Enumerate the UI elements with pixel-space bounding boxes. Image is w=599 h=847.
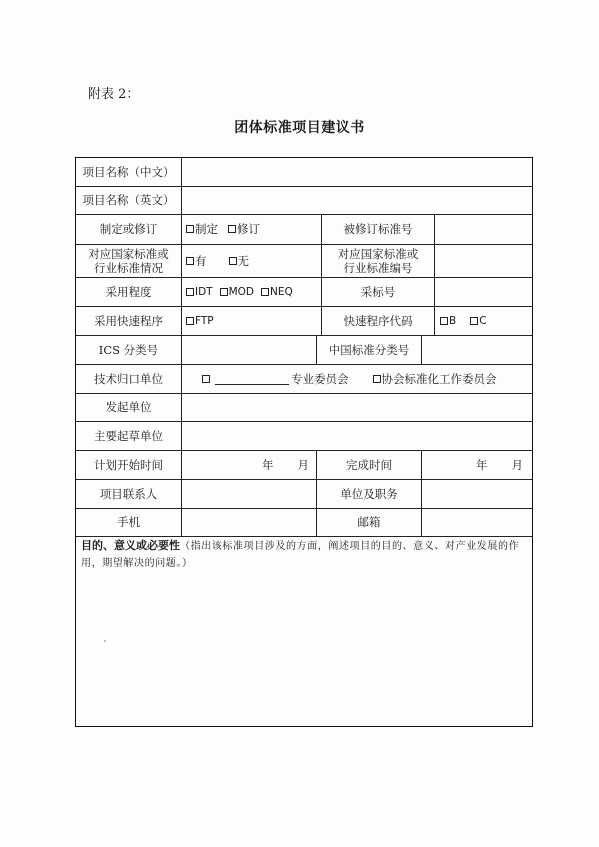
main-drafter-field[interactable] <box>182 421 532 450</box>
label-main-drafter: 主要起草单位 <box>94 428 163 443</box>
procedure-code-options <box>440 306 532 335</box>
label-corr-std <box>76 244 181 277</box>
label-adoption-degree: 采用程度 <box>105 284 152 299</box>
no-label: 无 <box>237 253 249 268</box>
scan-speck <box>104 640 106 642</box>
yes-label: 有 <box>195 253 207 268</box>
neq-checkbox[interactable] <box>261 286 293 298</box>
unit-position-field[interactable] <box>422 479 532 508</box>
mod-checkbox[interactable] <box>220 286 254 298</box>
plan-start-date[interactable] <box>262 450 316 479</box>
adoption-options <box>186 277 321 306</box>
make-or-revise-options <box>186 214 321 244</box>
corr-std-line2: 行业标准情况 <box>94 260 163 275</box>
revise-checkbox[interactable] <box>228 221 260 237</box>
row-line <box>76 536 532 537</box>
label-finish-time: 完成时间 <box>346 457 392 472</box>
revise-label: 修订 <box>237 222 260 236</box>
ics-no-field[interactable] <box>182 335 316 364</box>
neq-label: NEQ <box>270 285 293 298</box>
ftp-label: FTP <box>195 314 214 327</box>
proposal-form-table <box>75 157 533 727</box>
purpose-hint: （指出该标准项目涉及的方面，阐述项目的目的、意义、对产业发展的作用，期望解决的问题。） <box>81 541 520 569</box>
label-email: 邮箱 <box>357 515 381 529</box>
adopted-std-no-field[interactable] <box>435 277 532 306</box>
special-committee-label: 专业委员会 <box>291 371 349 386</box>
tech-unit-options <box>202 364 532 393</box>
special-committee-checkbox[interactable] <box>202 375 211 383</box>
make-label: 制定 <box>195 222 218 236</box>
label-revised-std-no: 被修订标准号 <box>343 222 413 236</box>
b-checkbox[interactable] <box>440 315 456 327</box>
label-tech-unit: 技术归口单位 <box>94 371 163 386</box>
phone-field[interactable] <box>182 508 316 536</box>
month-label: 月 <box>297 457 309 472</box>
label-fast-procedure: 采用快速程序 <box>94 313 163 328</box>
label-ccs-no: 中国标准分类号 <box>328 342 410 357</box>
name-cn-field[interactable] <box>182 158 532 186</box>
b-label: B <box>449 314 457 327</box>
corr-std-line1: 对应国家标准或 <box>88 246 169 261</box>
checkbox-icon <box>470 317 478 325</box>
attachment-label: 附表 2： <box>88 87 140 102</box>
label-ics-no: ICS 分类号 <box>98 342 159 357</box>
assoc-committee-label: 协会标准化工作委员会 <box>381 371 497 386</box>
checkbox-icon <box>186 257 194 265</box>
purpose-section[interactable] <box>81 538 529 572</box>
no-checkbox[interactable] <box>229 253 250 269</box>
label-name-cn: 项目名称（中文） <box>82 165 175 179</box>
name-en-field[interactable] <box>182 186 532 214</box>
checkbox-icon <box>261 288 269 296</box>
year-label: 年 <box>476 457 488 472</box>
label-plan-start: 计划开始时间 <box>94 457 163 472</box>
corr-std-options <box>186 244 321 277</box>
label-adopted-std-no: 采标号 <box>360 284 396 299</box>
label-unit-position: 单位及职务 <box>340 486 398 501</box>
label-name-en: 项目名称（英文） <box>82 193 175 207</box>
idt-label: IDT <box>195 285 213 298</box>
checkbox-icon <box>228 225 236 233</box>
label-fast-procedure-code: 快速程序代码 <box>343 313 413 328</box>
idt-checkbox[interactable] <box>186 286 213 298</box>
label-phone: 手机 <box>117 515 140 529</box>
contact-field[interactable] <box>182 479 316 508</box>
label-contact: 项目联系人 <box>99 486 158 501</box>
checkbox-icon <box>229 257 237 265</box>
checkbox-icon <box>186 288 194 296</box>
corr-std-no-field[interactable] <box>435 244 532 277</box>
mod-label: MOD <box>228 285 255 298</box>
checkbox-icon <box>220 288 228 296</box>
checkbox-icon <box>373 375 381 383</box>
committee-name-blank[interactable] <box>215 373 289 385</box>
ccs-no-field[interactable] <box>422 335 532 364</box>
yes-checkbox[interactable] <box>186 253 207 269</box>
label-make-or-revise: 制定或修订 <box>99 222 158 236</box>
purpose-label: 目的、意义或必要性 <box>81 539 180 552</box>
email-field[interactable] <box>422 508 532 536</box>
assoc-committee-checkbox[interactable] <box>373 371 497 387</box>
label-corr-std-no <box>322 244 434 277</box>
document-title: 团体标准项目建议书 <box>234 120 365 136</box>
ftp-checkbox[interactable] <box>186 315 214 327</box>
make-checkbox[interactable] <box>186 221 218 237</box>
c-label: C <box>479 314 487 327</box>
label-initiator: 发起单位 <box>105 400 152 414</box>
checkbox-icon <box>202 375 210 383</box>
year-label: 年 <box>262 457 274 472</box>
checkbox-icon <box>186 225 194 233</box>
fast-procedure-options <box>186 306 321 335</box>
corr-std-no-line1: 对应国家标准或 <box>337 246 419 261</box>
c-checkbox[interactable] <box>470 315 486 327</box>
month-label: 月 <box>511 457 523 472</box>
checkbox-icon <box>440 317 448 325</box>
finish-date[interactable] <box>476 450 532 479</box>
corr-std-no-line2: 行业标准编号 <box>343 260 413 275</box>
checkbox-icon <box>186 317 194 325</box>
initiator-field[interactable] <box>182 393 532 421</box>
revised-std-no-field[interactable] <box>435 214 532 244</box>
